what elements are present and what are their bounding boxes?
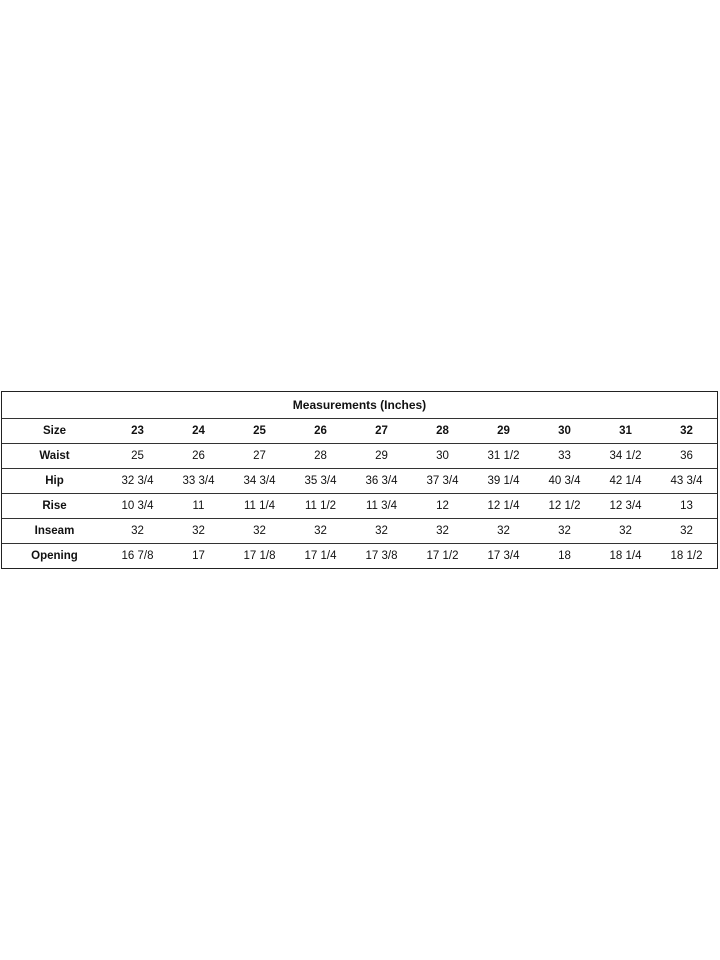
table-cell: 30	[412, 444, 473, 469]
size-header-cell: 23	[107, 419, 168, 444]
table-cell: 32	[412, 519, 473, 544]
table-cell: 11 1/4	[229, 494, 290, 519]
size-header-cell: 27	[351, 419, 412, 444]
table-cell: 33	[534, 444, 595, 469]
table-cell: 32	[168, 519, 229, 544]
table-cell: 25	[107, 444, 168, 469]
table-cell: 33 3/4	[168, 469, 229, 494]
table-cell: 43 3/4	[656, 469, 717, 494]
table-header-row	[2, 419, 717, 444]
size-header-cell: 29	[473, 419, 534, 444]
table-cell: 12 1/4	[473, 494, 534, 519]
size-header-cell: 24	[168, 419, 229, 444]
table-cell: 32	[656, 519, 717, 544]
table-cell: 42 1/4	[595, 469, 656, 494]
table-row-inseam	[2, 519, 717, 544]
table-cell: 17 3/8	[365, 550, 398, 562]
table-cell: 17 1/2	[426, 550, 459, 562]
table-cell: 39 1/4	[473, 469, 534, 494]
table-cell: 29	[351, 444, 412, 469]
table-cell: 32	[290, 519, 351, 544]
size-header-label: Size	[2, 419, 107, 444]
table-cell: 32	[107, 519, 168, 544]
size-header-cell: 30	[534, 419, 595, 444]
size-header-cell: 31	[595, 419, 656, 444]
row-label: Waist	[2, 444, 107, 469]
table-cell: 18 1/2	[670, 550, 703, 562]
table-cell: 18	[558, 550, 571, 562]
table-cell: 34 1/2	[595, 444, 656, 469]
table-cell: 40 3/4	[534, 469, 595, 494]
table-cell: 36 3/4	[351, 469, 412, 494]
table-cell: 11 3/4	[351, 494, 412, 519]
table-cell: 16 7/8	[121, 550, 154, 562]
table-cell: 28	[290, 444, 351, 469]
table-cell: 17 1/8	[243, 550, 276, 562]
table-cell: 32	[229, 519, 290, 544]
row-label: Opening	[31, 550, 78, 562]
table-cell: 32	[473, 519, 534, 544]
row-label: Inseam	[2, 519, 107, 544]
table-cell: 34 3/4	[229, 469, 290, 494]
row-label: Rise	[2, 494, 107, 519]
table-cell: 27	[229, 444, 290, 469]
size-header-cell: 25	[229, 419, 290, 444]
size-chart-title: Measurements (Inches)	[2, 392, 717, 419]
table-cell: 18 1/4	[609, 550, 642, 562]
measurements-table	[2, 419, 717, 568]
table-cell: 13	[656, 494, 717, 519]
table-cell: 32	[595, 519, 656, 544]
table-cell: 32	[351, 519, 412, 544]
table-cell: 17 3/4	[487, 550, 520, 562]
size-header-cell: 28	[412, 419, 473, 444]
table-cell: 12 1/2	[534, 494, 595, 519]
size-header-cell: 26	[290, 419, 351, 444]
table-cell: 32 3/4	[107, 469, 168, 494]
table-cell: 12	[412, 494, 473, 519]
table-cell: 17	[192, 550, 205, 562]
table-cell: 35 3/4	[290, 469, 351, 494]
table-row-rise	[2, 494, 717, 519]
size-chart	[1, 391, 718, 569]
table-cell: 11	[168, 494, 229, 519]
size-header-cell: 32	[656, 419, 717, 444]
table-row-waist	[2, 444, 717, 469]
table-cell: 12 3/4	[595, 494, 656, 519]
table-row-opening	[2, 544, 717, 569]
table-cell: 10 3/4	[107, 494, 168, 519]
table-cell: 26	[168, 444, 229, 469]
table-row-hip	[2, 469, 717, 494]
table-cell: 37 3/4	[412, 469, 473, 494]
row-label: Hip	[2, 469, 107, 494]
table-cell: 36	[656, 444, 717, 469]
table-cell: 32	[534, 519, 595, 544]
table-cell: 11 1/2	[290, 494, 351, 519]
table-cell: 31 1/2	[473, 444, 534, 469]
table-cell: 17 1/4	[304, 550, 337, 562]
